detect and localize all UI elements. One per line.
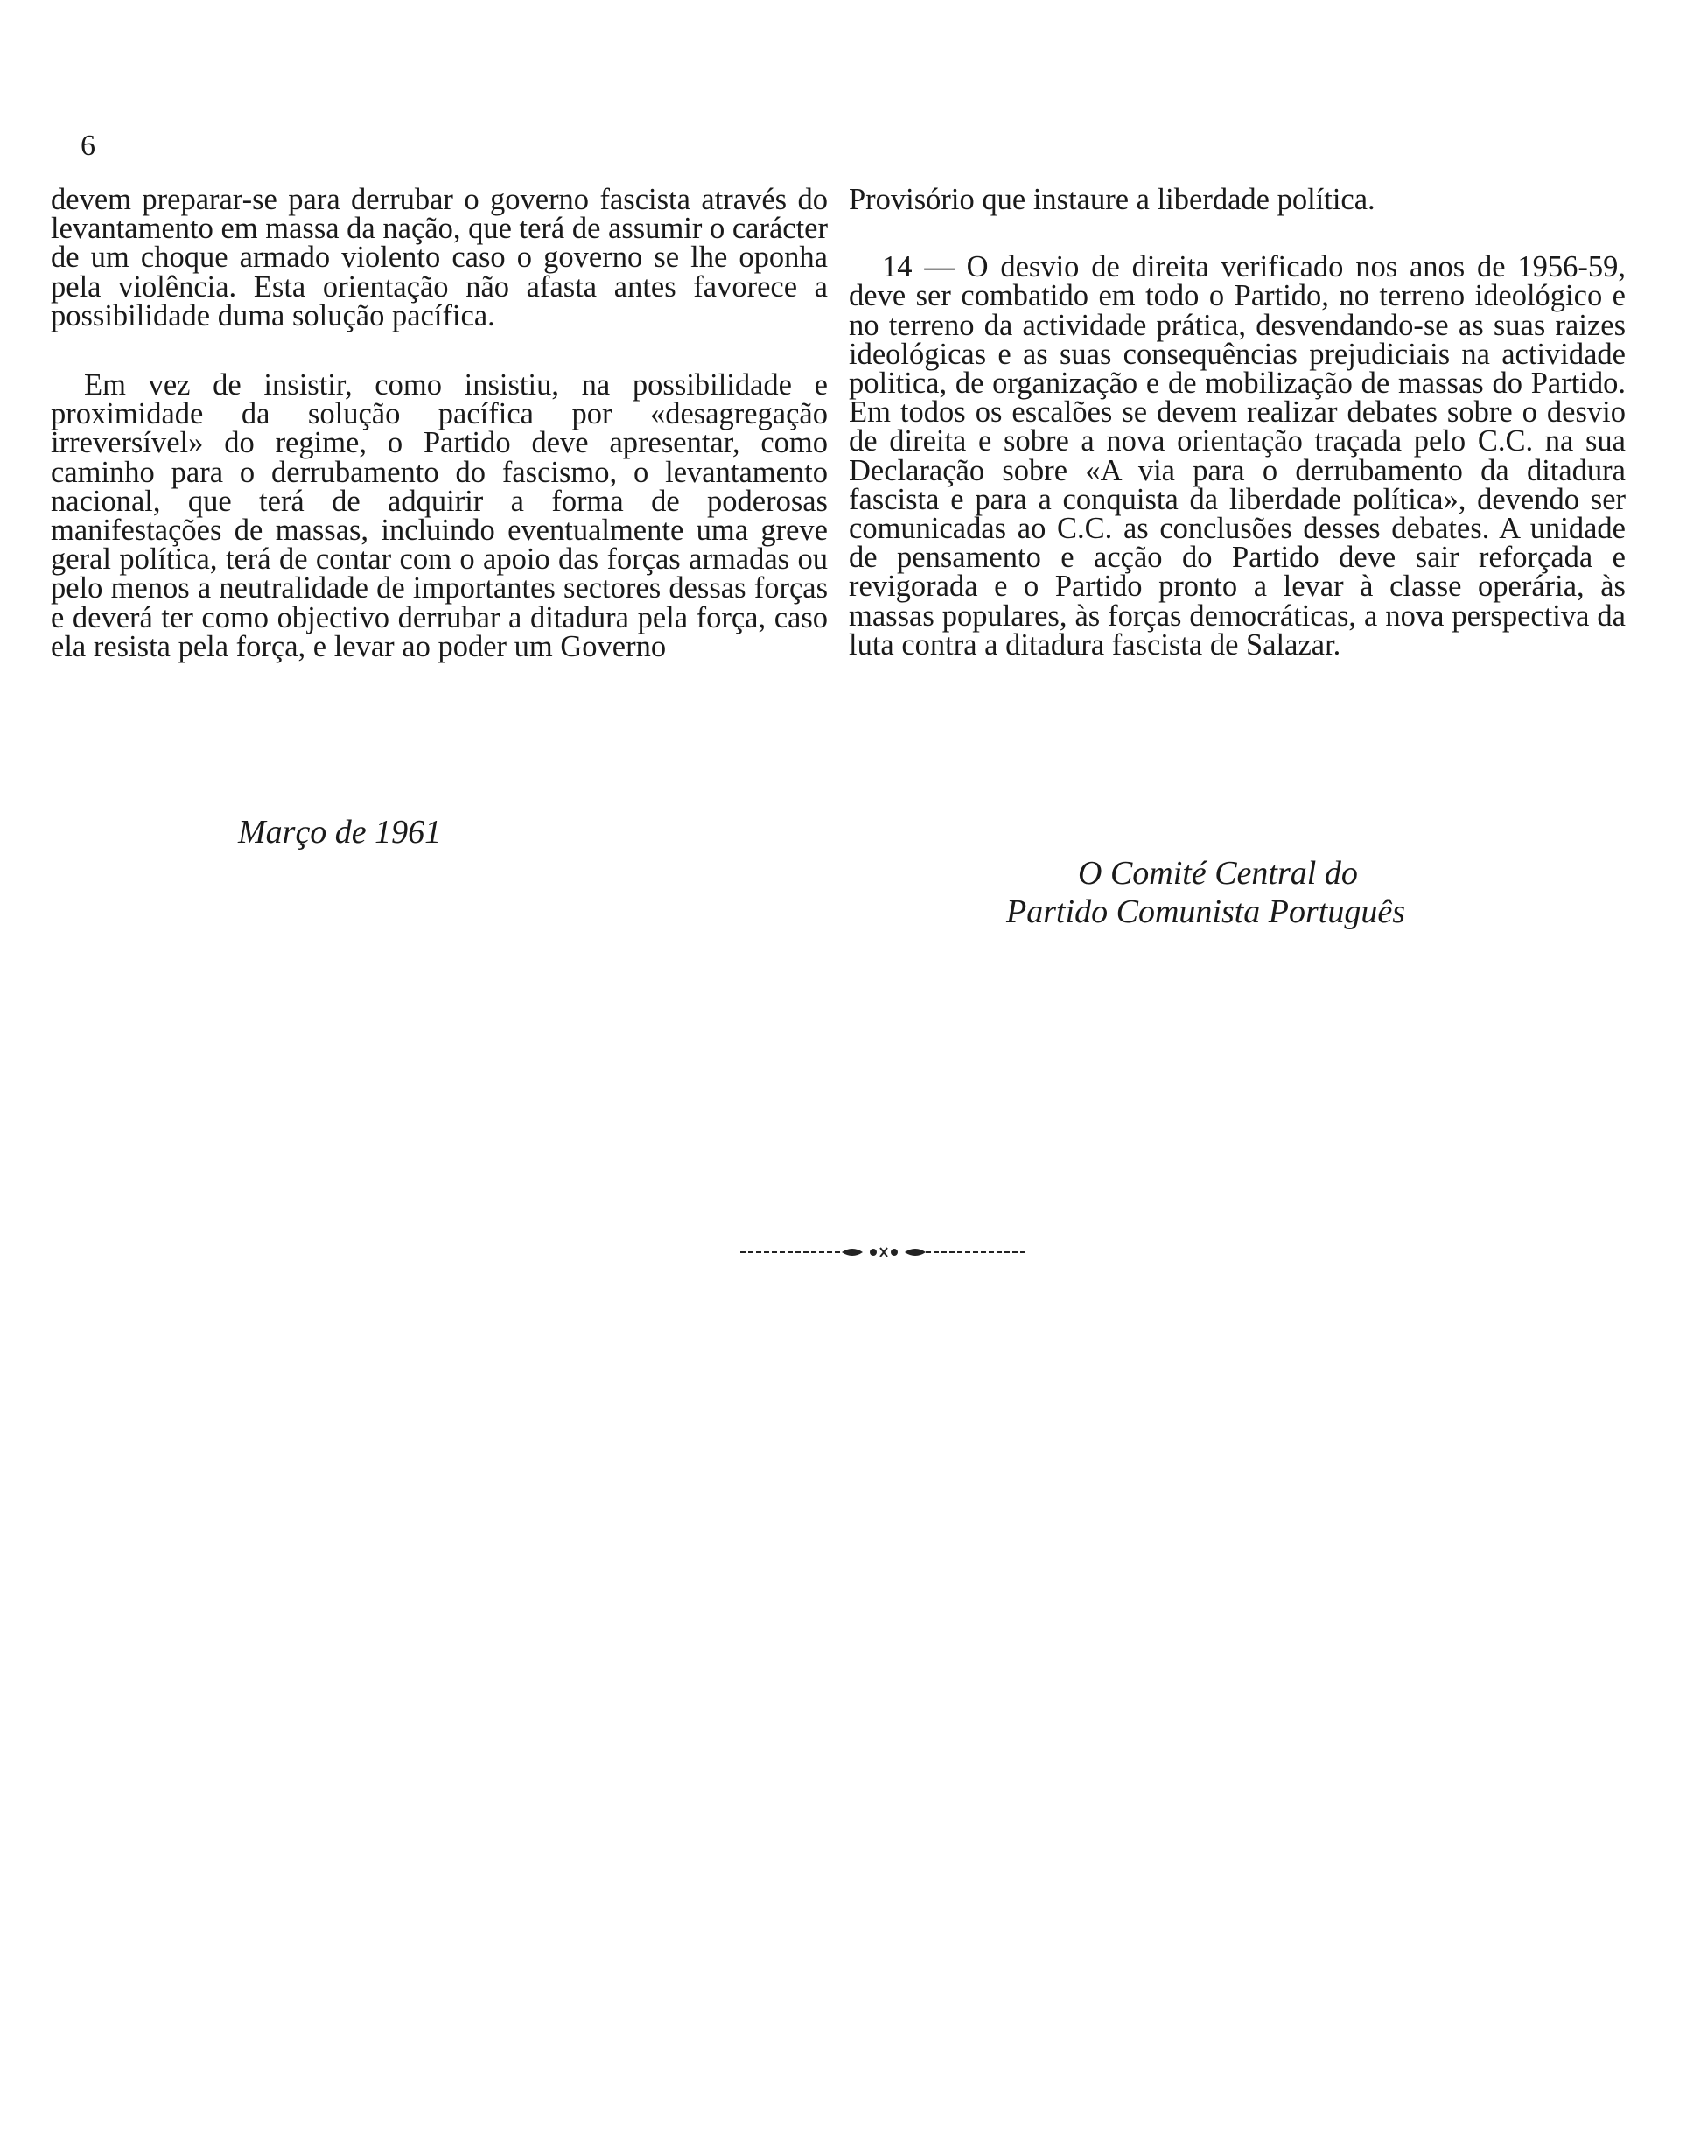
ornament-divider-icon xyxy=(737,1242,1031,1262)
right-paragraph-14: 14 — O desvio de direita verificado nos anos de 1956-59, deve ser combatido em todo o Partido, no terreno ideológico e no terreno da actividade prática, desvendando-se as suas raizes ideológicas e as suas consequências prejudiciais na actividade politica, de organização e de mobilização de massas do Partido. Em todos os escalões se devem realizar debates sobre o desvio de direita e sobre a nova orientação traçada pelo C.C. na sua Declaração sobre «A via para o derrubamento da ditadura fascista e para a conquista da liberdade política», devendo ser comunicadas ao C.C. as conclusões desses debates. A unidade de pensamento e acção do Partido deve sair reforçada e revigorada e o Partido pronto a levar à classe operária, às massas populares, às forças democráticas, a nova perspectiva da luta contra a ditadura fascista de Salazar. xyxy=(849,250,1626,662)
signature-line-1: O Comité Central do xyxy=(1078,855,1358,892)
signature-block xyxy=(1006,854,1405,931)
left-paragraph-main: Em vez de insistir, como insistiu, na possibilidade e proximidade da solução pacífica por «desagregação irreversível» do regime, o Partido deve apresentar, como caminho para o derrubamento do fascismo, o levantamento nacional, que terá de adquirir a forma de poderosas manifestações de massas, incluindo eventualmente uma greve geral política, terá de contar com o apoio das forças armadas ou pelo menos a neutralidade de importantes sectores dessas forças e deverá ter como objectivo derrubar a ditadura pela força, caso ela resista pela força, e levar ao poder um Governo xyxy=(51,368,828,663)
right-text-column xyxy=(849,183,1626,662)
right-paragraph-continuation: Provisório que instaure a liberdade política. xyxy=(849,183,1376,216)
page-number: 6 xyxy=(80,130,95,162)
left-text-column xyxy=(51,183,828,663)
left-paragraph-continuation: devem preparar-se para derrubar o governo fascista através do levantamento em massa da nação, que terá de assumir o carácter de um choque armado violento caso o governo se lhe oponha pela violência. Esta orientação não afasta antes favorece a possibilidade duma solução pacífica. xyxy=(51,183,828,332)
document-date: Março de 1961 xyxy=(238,814,442,850)
signature-line-2: Partido Comunista Português xyxy=(1006,893,1406,930)
